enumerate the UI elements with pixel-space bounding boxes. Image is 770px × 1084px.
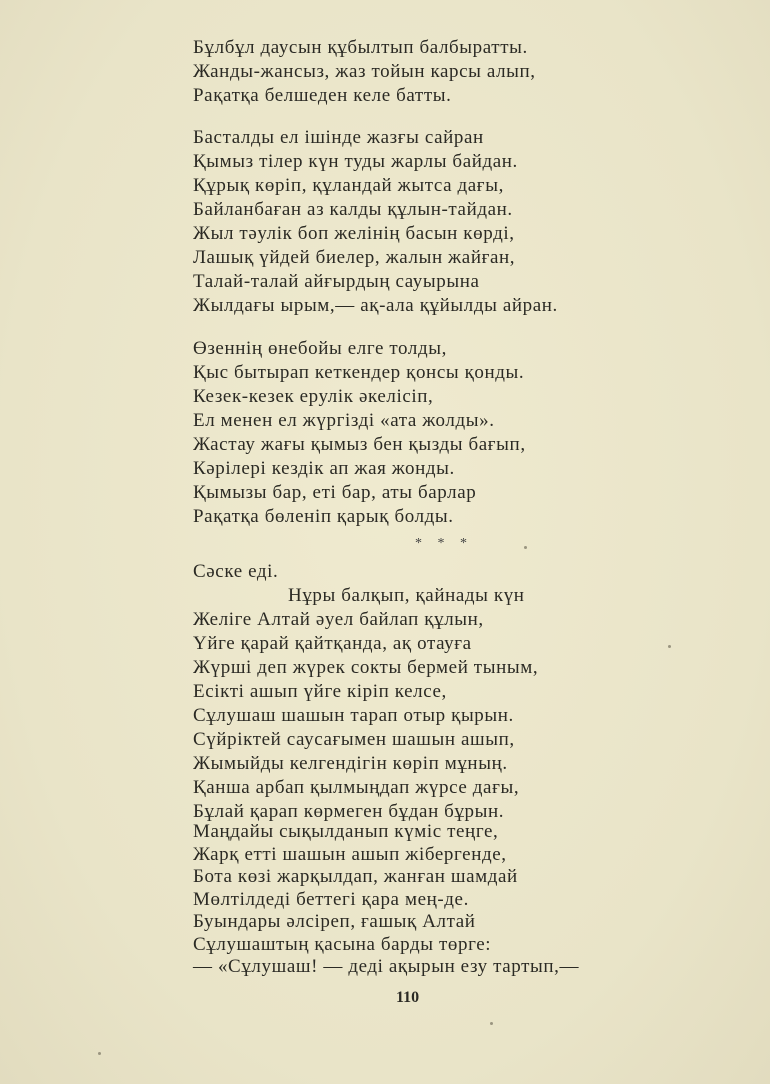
stanza-2	[193, 126, 558, 318]
stanza-1	[193, 36, 536, 108]
verse-line: Байланбаған аз калды құлын-тайдан.	[193, 199, 513, 220]
verse-line: Сұлушаш шашын тарап отыр қырын.	[193, 705, 514, 726]
stanza-3	[193, 337, 526, 529]
stanza-5	[193, 821, 579, 979]
verse-line: Бұлай қарап көрмеген бұдан бұрын.	[193, 801, 505, 822]
verse-line: Рақатқа белшеден келе батты.	[193, 85, 452, 106]
verse-line: Лашық үйдей биелер, жалын жайған,	[193, 247, 516, 268]
verse-line: — «Сұлушаш! — деді ақырын езу тартып,—	[193, 956, 580, 977]
stanza-4	[193, 560, 538, 824]
verse-line: Мөлтілдеді беттегі қара мең-де.	[193, 888, 469, 910]
verse-line: Жарқ етті шашын ашып жібергенде,	[193, 843, 507, 865]
verse-line: Талай-талай айғырдың сауырына	[193, 271, 480, 292]
verse-line: Құрық көріп, құландай жытса дағы,	[193, 175, 504, 196]
verse-line: Үйге қарай қайтқанда, ақ отауға	[193, 633, 472, 654]
verse-line: Бұлбұл даусын құбылтып балбыратты.	[193, 37, 528, 58]
paper-speck	[668, 645, 671, 648]
verse-line: Қанша арбап қылмыңдап жүрсе дағы,	[193, 777, 520, 798]
verse-line: Қыс бытырап кеткендер қонсы қонды.	[193, 362, 525, 383]
verse-line: Сұлушаштың қасына барды төрге:	[193, 933, 492, 955]
verse-line: Қымыз тілер күн туды жарлы байдан.	[193, 151, 518, 172]
verse-line: Желіге Алтай әуел байлап құлын,	[193, 609, 484, 630]
verse-line: Жанды-жансыз, жаз тойын карсы алып,	[193, 61, 536, 82]
paper-speck	[98, 1052, 101, 1055]
verse-line: Жастау жағы қымыз бен қызды бағып,	[193, 434, 526, 455]
verse-line: Жыл тәулік боп желінің басын көрді,	[193, 223, 515, 244]
verse-line: Қымызы бар, еті бар, аты барлар	[193, 482, 477, 503]
verse-line: Кәрілері кездік ап жая жонды.	[193, 458, 455, 479]
verse-line: Жылдағы ырым,— ақ-ала құйылды айран.	[193, 295, 558, 316]
section-separator: * * *	[415, 536, 473, 551]
verse-line: Сәске еді.	[193, 561, 279, 582]
verse-line: Басталды ел ішінде жазғы сайран	[193, 127, 484, 148]
page-number: 110	[396, 989, 420, 1006]
verse-line: Буындары әлсіреп, ғашық Алтай	[193, 911, 476, 932]
verse-line: Өзеннің өнебойы елге толды,	[193, 338, 447, 359]
verse-line: Ел менен ел жүргізді «ата жолды».	[193, 410, 495, 431]
verse-line: Жүрші деп жүрек сокты бермей тыным,	[193, 657, 539, 678]
verse-line: Жымыйды келгендігін көріп мұның.	[193, 753, 508, 774]
paper-speck	[490, 1022, 493, 1025]
verse-line: Сүйріктей саусағымен шашын ашып,	[193, 729, 515, 750]
verse-line: Кезек-кезек ерулік әкелісіп,	[193, 386, 434, 407]
verse-line: Маңдайы сықылданып күміс теңге,	[193, 821, 499, 842]
verse-line: Есікті ашып үйге кіріп келсе,	[193, 681, 447, 702]
verse-line: Рақатқа бөленіп қарық болды.	[193, 506, 454, 527]
paper-speck	[524, 546, 527, 549]
verse-line-indented: Нұры балқып, қайнады күн	[288, 585, 525, 606]
verse-line: Бота көзі жарқылдап, жанған шамдай	[193, 866, 518, 887]
